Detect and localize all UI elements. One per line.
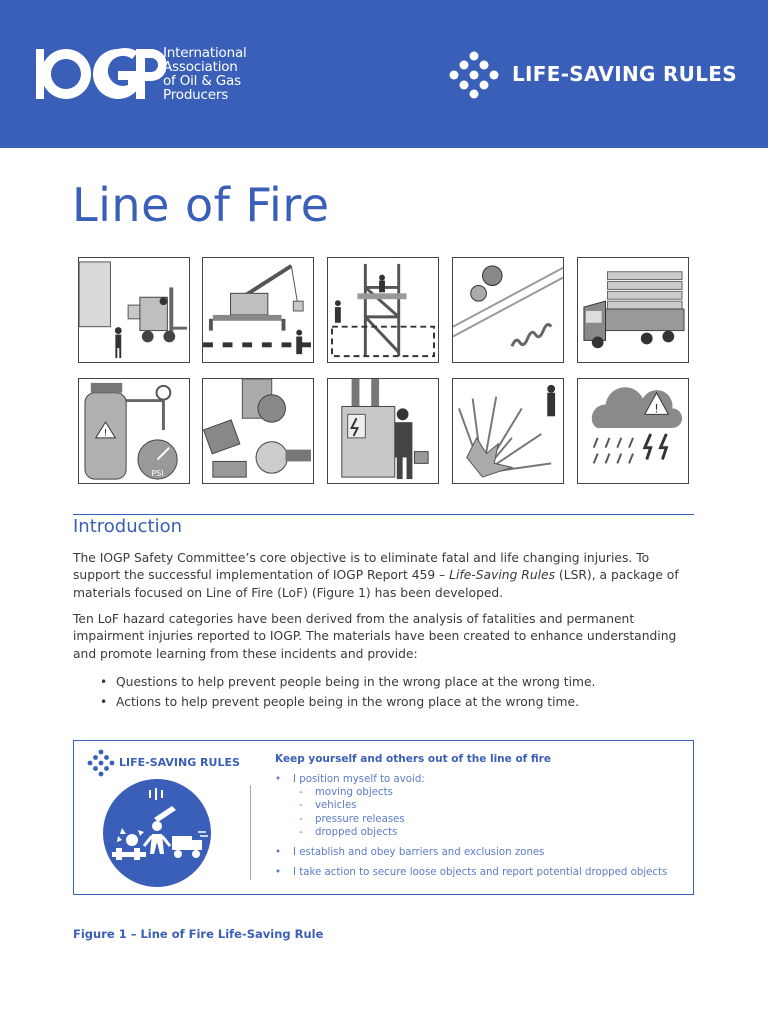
forklift-truck-icon bbox=[78, 257, 190, 363]
life-saving-rules-title: LIFE-SAVING RULES bbox=[512, 62, 737, 86]
rigging-shackle-spring-icon bbox=[452, 257, 564, 363]
figure-caption: Figure 1 – Line of Fire Life-Saving Rule bbox=[73, 927, 324, 941]
rule-subitem: - pressure releases bbox=[275, 813, 667, 826]
rule-item: • I establish and obey barriers and exclusion zones bbox=[275, 846, 667, 859]
figure-divider bbox=[250, 785, 251, 880]
rule-subitem: - moving objects bbox=[275, 786, 667, 799]
list-item: • Actions to help prevent people being in the wrong place at the wrong time. bbox=[100, 692, 700, 712]
life-saving-rules-dots-icon bbox=[87, 749, 115, 777]
rule-subitem: - vehicles bbox=[275, 799, 667, 812]
explosion-debris-icon bbox=[452, 378, 564, 484]
intro-text: (LSR), a package of materials focused on Line of Fire (LoF) (Figure 1) has been developed. bbox=[73, 568, 679, 600]
intro-bullet-list bbox=[100, 672, 700, 712]
life-saving-rule-figure bbox=[73, 740, 694, 895]
storm-lightning-cloud-icon bbox=[577, 378, 689, 484]
intro-paragraph: Ten LoF hazard categories have been derived from the analysis of fatalities and permanent impairment injuries reported to IOGP. The materials have been created to enhance understanding and promote learning from these incidents and provide: bbox=[73, 612, 677, 661]
svg-text:!: ! bbox=[103, 427, 108, 439]
logging-truck-icon bbox=[577, 257, 689, 363]
rotating-machinery-grinder-icon bbox=[202, 378, 314, 484]
hazard-icon-grid bbox=[78, 257, 691, 485]
org-name-line: Producers bbox=[163, 87, 229, 103]
rule-subitem: - dropped objects bbox=[275, 826, 667, 839]
line-of-fire-rule-icon bbox=[102, 778, 212, 888]
gas-cylinder-pressure-gauge-icon bbox=[78, 378, 190, 484]
electrical-panel-worker-icon bbox=[327, 378, 439, 484]
list-item: • Questions to help prevent people being in the wrong place at the wrong time. bbox=[100, 672, 700, 692]
intro-text: The IOGP Safety Committee’s core objective is to eliminate fatal and life changing injuries. To support the successful implementation of IOGP Report 459 – bbox=[73, 551, 650, 583]
life-saving-rules-dots-icon bbox=[447, 50, 501, 100]
org-name-line: of Oil & Gas bbox=[163, 73, 241, 89]
report-title: Life-Saving Rules bbox=[449, 568, 556, 583]
page-header bbox=[0, 0, 768, 148]
rule-list bbox=[275, 773, 667, 879]
mobile-crane-icon bbox=[202, 257, 314, 363]
rule-item: • I position myself to avoid: bbox=[275, 773, 667, 786]
svg-text:!: ! bbox=[654, 401, 659, 416]
intro-paragraph bbox=[73, 550, 695, 602]
life-saving-rules-label: LIFE-SAVING RULES bbox=[119, 756, 240, 769]
organization-name bbox=[163, 46, 247, 102]
psi-label: PSI bbox=[151, 469, 164, 479]
section-divider bbox=[73, 514, 694, 515]
iogp-logo-icon bbox=[36, 46, 166, 102]
section-heading: Introduction bbox=[73, 516, 183, 537]
rule-heading: Keep yourself and others out of the line of fire bbox=[275, 753, 551, 765]
rule-item: • I take action to secure loose objects and report potential dropped objects bbox=[275, 866, 667, 879]
scaffold-tower-icon bbox=[327, 257, 439, 363]
org-name-line: Association bbox=[163, 59, 238, 75]
page-title: Line of Fire bbox=[72, 178, 330, 232]
org-name-line: International bbox=[163, 45, 247, 61]
